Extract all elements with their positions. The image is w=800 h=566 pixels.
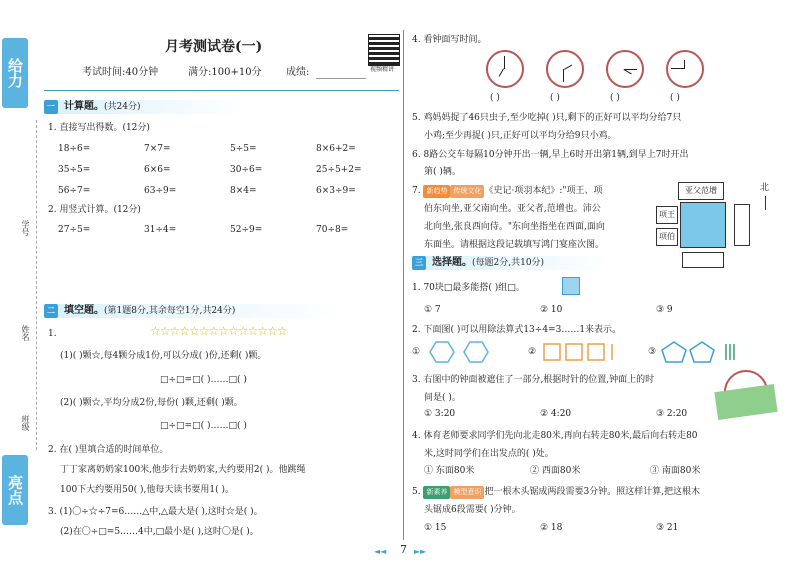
- page-title: 月考测试卷(一): [165, 39, 263, 55]
- choice-option: ② 4:20: [540, 409, 572, 419]
- north-arrow: [765, 196, 766, 210]
- fill2-prompt: 2. 在( )里填合适的时间单位。: [48, 445, 169, 455]
- c4-line2: 米,这时同学们在出发点的( )处。: [424, 449, 554, 459]
- fill1-equation: □÷□=□( )……□( ): [160, 375, 247, 385]
- q1-item: 56÷7=: [58, 186, 91, 196]
- choice-option: ① 3:20: [424, 409, 456, 419]
- choice-option: ③ 21: [656, 523, 679, 533]
- r7-badge2: 传统文化: [450, 185, 484, 198]
- q1-item: 25÷5+2=: [316, 165, 362, 175]
- section-3-title: 选择题。: [432, 257, 472, 268]
- clock-face-icon: [486, 50, 524, 88]
- c2-opt2: ②: [528, 347, 537, 357]
- seat-fanzeng: 亚父范增: [678, 182, 724, 200]
- pentagons-figure: [660, 340, 750, 364]
- q1-item: 35÷5=: [58, 165, 91, 175]
- section-3-number: 三: [412, 256, 426, 270]
- section-2-hint: (第1题8分,其余每空1分,共24分): [104, 306, 236, 316]
- hour-hand: [684, 60, 685, 69]
- r7-badge: 新趋势: [423, 185, 450, 198]
- page-number: 7: [400, 543, 407, 556]
- r5-line1: 5. 鸡妈妈捉了46只虫子,至少吃掉( )只,剩下的正好可以平均分给7只: [412, 113, 682, 123]
- qr-note: 视频精讲: [370, 66, 395, 73]
- qr-code: [368, 34, 400, 66]
- minute-hand: [504, 56, 505, 69]
- score-label: 成绩:: [286, 67, 310, 78]
- q2-item: 27÷5=: [58, 225, 91, 235]
- r7-line4: 东面坐。请根据这段记载填写鸿门宴座次图。: [424, 240, 605, 250]
- c1-question: 1. 70块□最多能搭( )组□。: [412, 283, 525, 293]
- c3-line1: 3. 右图中的钟面被遮住了一部分,根据时针的位置,钟面上的时: [412, 375, 655, 385]
- clock-face-icon: [666, 50, 704, 88]
- fill1-part2: (2)( )颗☆,平均分成2份,每份( )颗,还剩( )颗。: [60, 398, 243, 408]
- minute-hand: [671, 68, 684, 69]
- r7-line2: 伯东向坐,亚父南向坐。亚父者,范增也。沛公: [424, 204, 601, 214]
- fill2-line1: 丁丁家离奶奶家100米,他步行去奶奶家,大约要用2( )。他跳绳: [60, 465, 306, 475]
- seat-empty-bottom: [682, 252, 724, 268]
- r7-text1: 《史记·项羽本纪》:"项王、项: [484, 186, 603, 196]
- q2-item: 52÷9=: [230, 225, 263, 235]
- r5-line2: 小鸡;至少再捉( )只,正好可以平均分给9只小鸡。: [424, 131, 617, 141]
- full-score: 满分:100+10分: [188, 67, 262, 78]
- binding-line: [36, 120, 37, 450]
- choice-option: ② 10: [540, 305, 563, 315]
- square-3: [588, 344, 604, 360]
- r6-line2: 第( )辆。: [424, 167, 461, 177]
- header-rule: [44, 90, 399, 91]
- r4-prompt: 4. 看钟面写时间。: [412, 35, 487, 45]
- clock-answer-blank: ( ): [610, 93, 620, 103]
- star-row: ☆☆☆☆☆☆☆☆☆☆☆☆☆☆: [150, 324, 287, 338]
- seat-xiangbo: 项伯: [656, 228, 678, 246]
- class-label: 班级: [21, 415, 30, 431]
- fill1-number: 1.: [48, 329, 57, 339]
- clock-answer-blank: ( ): [490, 93, 500, 103]
- fill1-equation-2: □÷□=□( )……□( ): [160, 421, 247, 431]
- student-name-label: 姓名: [21, 325, 30, 341]
- side-tag-top: 给力: [2, 38, 28, 108]
- section-3-hint: (每题2分,共10分): [472, 258, 545, 268]
- choice-option: ② 18: [540, 523, 563, 533]
- hexagon-2: [464, 342, 488, 362]
- side-strip: [0, 0, 30, 566]
- c4-line1: 4. 体育老师要求同学们先向北走80米,再向右转走80米,最后向右转走80: [412, 431, 698, 441]
- q1-item: 8×4=: [230, 186, 257, 196]
- hour-hand: [499, 69, 504, 77]
- c2-question: 2. 下面图( )可以用除法算式13÷4=3……1来表示。: [412, 325, 622, 335]
- q1-item: 6×3÷9=: [316, 186, 356, 196]
- c5-text1: 把一根木头锯成两段需要3分钟。照这样计算,把这根木: [484, 487, 701, 497]
- north-label: 北: [760, 183, 770, 193]
- minute-hand: [563, 69, 564, 82]
- section-1-title: 计算题。: [64, 101, 104, 112]
- fill3-line2: (2)在〇÷□=5……4中,□最小是( ),这时〇是( )。: [60, 527, 259, 537]
- q1-item: 6×6=: [144, 165, 171, 175]
- c5-badge: 新素养: [423, 486, 450, 499]
- r7-line1: 7. 新趋势 传统文化 《史记·项羽本纪》:"项王、项: [412, 186, 603, 196]
- choice-option: ① 东面80米: [424, 466, 475, 476]
- q2-item: 31÷4=: [144, 225, 177, 235]
- r7-line3: 北向坐,张良西向侍。"东向坐指坐在西面,面向: [424, 222, 605, 232]
- q1-item: 8×6+2=: [316, 144, 356, 154]
- section-2-header: [44, 304, 344, 318]
- q1-item: 5÷5=: [230, 144, 257, 154]
- section-2-title: 填空题。: [64, 305, 104, 316]
- cube-icon: [562, 277, 580, 295]
- q1-item: 30÷6=: [230, 165, 263, 175]
- q1-item: 18÷6=: [58, 144, 91, 154]
- choice-option: ③ 2:20: [656, 409, 688, 419]
- pentagon-1: [662, 342, 686, 362]
- clock-answer-blank: ( ): [670, 93, 680, 103]
- section-2-number: 二: [44, 304, 58, 318]
- c2-opt1: ①: [412, 347, 421, 357]
- hour-hand: [564, 65, 572, 70]
- section-1-number: 一: [44, 100, 58, 114]
- choice-option: ① 15: [424, 523, 447, 533]
- q1-item: 7×7=: [144, 144, 171, 154]
- seat-empty-right: [734, 204, 750, 246]
- section-1-hint: (共24分): [104, 102, 141, 112]
- choice-option: ③ 南面80米: [650, 466, 701, 476]
- hexagon-1: [430, 342, 454, 362]
- choice-option: ② 西面80米: [530, 466, 581, 476]
- c5-badge2: 模型意识: [450, 486, 484, 499]
- section-1-header: [44, 100, 244, 114]
- square-1: [544, 344, 560, 360]
- c3-line2: 间是( )。: [424, 393, 461, 403]
- hexagons-figure: [424, 340, 514, 364]
- footer-prev[interactable]: ◄◄: [374, 547, 387, 556]
- student-number-label: 学号: [21, 220, 30, 236]
- section-3-header: [412, 256, 612, 270]
- side-tag-bottom: 亮点: [2, 455, 28, 525]
- pentagon-2: [690, 342, 714, 362]
- score-line: [316, 78, 366, 79]
- c2-opt3: ③: [648, 347, 657, 357]
- footer-next[interactable]: ►►: [414, 547, 427, 556]
- r6-line1: 6. 8路公交车每隔10分钟开出一辆,早上6时开出第1辆,到早上7时开出: [412, 150, 689, 160]
- minute-hand: [624, 69, 637, 70]
- q1-item: 63÷9=: [144, 186, 177, 196]
- fill1-part1: (1)( )颗☆,每4颗分成1份,可以分成( )份,还剩( )颗。: [60, 351, 267, 361]
- exam-time: 考试时间:40分钟: [82, 67, 159, 78]
- center-divider: [403, 30, 404, 540]
- clock-face-icon: [546, 50, 584, 88]
- clock-answer-blank: ( ): [550, 93, 560, 103]
- q2-item: 70÷8=: [316, 225, 349, 235]
- q1-prompt: 1. 直接写出得数。(12分): [48, 123, 150, 133]
- seat-xiangwang: 项王: [656, 206, 678, 224]
- banquet-table: [680, 202, 726, 248]
- choice-option: ③ 9: [656, 305, 673, 315]
- choice-option: ① 7: [424, 305, 441, 315]
- fill3-line1: 3. (1)〇÷☆÷7=6……△中,△最大是( ),这时☆是( )。: [48, 507, 263, 517]
- square-2: [566, 344, 582, 360]
- c5-line1: 5. 新素养 模型意识 把一根木头锯成两段需要3分钟。照这样计算,把这根木: [412, 487, 701, 497]
- q2-prompt: 2. 用竖式计算。(12分): [48, 205, 141, 215]
- clock-face-icon: [606, 50, 644, 88]
- squares-figure: [540, 340, 620, 364]
- fill2-line2: 100下大约要用50( ),他每天读书要用1( )。: [60, 485, 234, 495]
- c5-line2: 头锯成6段需要( )分钟。: [424, 505, 521, 515]
